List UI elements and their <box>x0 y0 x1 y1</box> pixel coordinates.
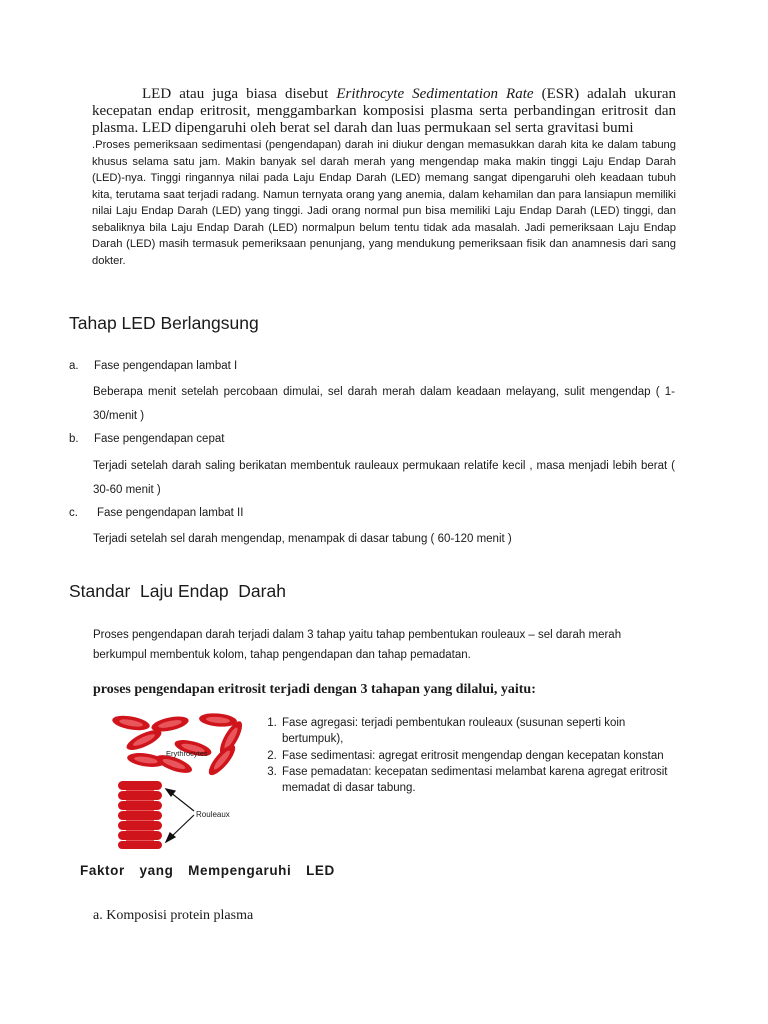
phase-item-sedimentasi: 2. Fase sedimentasi: agregat eritrosit mengendap dengan kecepatan konstan <box>280 748 676 764</box>
phases-list-container <box>256 715 676 796</box>
intro-text-b: (ESR) adalah ukuran kecepatan endap eritrosit, menggambarkan komposisi plasma serta perbandingan eritrosit dan plasma. LED dipengaruhi oleh berat sel darah dan luas permukaan sel serta gravitasi bumi <box>92 86 676 136</box>
standar-subheading: proses pengendapan eritrosit terjadi dengan 3 tahapan yang dilalui, yaitu: <box>93 682 536 697</box>
intro-paragraph-1 <box>92 86 676 137</box>
phases-list <box>256 715 676 796</box>
tahap-item-c-marker: c. <box>69 507 78 519</box>
intro-text-a: LED atau juga biasa disebut <box>142 86 337 102</box>
intro-paragraph-2: .Proses pemeriksaan sedimentasi (pengendapan) darah ini diukur dengan memasukkan darah kita ke dalam tabung khusus selama satu jam. Makin banyak sel darah merah yang mengendap maka makin tinggi Laju Endap Darah (LED)-nya. Tinggi ringannya nilai pada Laju Endap Darah (LED) memang sangat dipengaruhi oleh keadaan tubuh kita, terutama saat terjadi radang. Namun ternyata orang yang anemia, dalam kehamilan dan para lansiapun memiliki nilai Laju Endap Darah (LED) yang tinggi. Jadi orang normal pun bisa memiliki Laju Endap Darah (LED) tinggi, dan sebaliknya bila Laju Endap Darah (LED) normalpun belum tentu tidak ada masalah. Jadi pemeriksaan Laju Endap Darah (LED) masih termasuk pemeriksaan penunjang, yang mendukung pemeriksaan fisik dan anamnesis dari sang dokter. <box>92 139 676 267</box>
erythrocytes-rouleaux-figure <box>104 708 258 850</box>
standar-paragraph: Proses pengendapan darah terjadi dalam 3 tahap yaitu tahap pembentukan rouleaux – sel darah merah berkumpul membentuk kolom, tahap pengendapan dan tahap pemadatan. <box>93 629 622 661</box>
intro-section <box>92 86 676 269</box>
standar-heading: Standar Laju Endap Darah <box>69 581 286 601</box>
tahap-item-b-body: Terjadi setelah darah saling berikatan membentuk rauleaux permukaan relatife kecil , masa menjadi lebih berat ( 30-60 menit ) <box>93 460 675 496</box>
tahap-item-c-body: Terjadi setelah sel darah mengendap, menampak di dasar tabung ( 60-120 menit ) <box>93 533 512 545</box>
erythrocytes-label: Erythrocytes <box>166 749 208 758</box>
intro-term-esr: Erithrocyte Sedimentation Rate <box>336 86 534 102</box>
rouleaux-arrows <box>166 789 194 842</box>
faktor-heading: Faktor yang Mempengaruhi LED <box>80 863 335 878</box>
tahap-heading: Tahap LED Berlangsung <box>69 313 259 333</box>
tahap-item-b-marker: b. <box>69 433 79 445</box>
tahap-item-c-title: Fase pengendapan lambat II <box>97 507 244 519</box>
faktor-item-a: a. Komposisi protein plasma <box>93 908 254 923</box>
tahap-item-a-marker: a. <box>69 360 79 372</box>
phase-item-agregasi: 1. Fase agregasi: terjadi pembentukan rouleaux (susunan seperti koin bertumpuk), <box>280 715 676 748</box>
rouleaux-stack <box>118 781 162 849</box>
phase-item-pemadatan: 3. Fase pemadatan: kecepatan sedimentasi melambat karena agregat eritrosit memadat di dasar tabung. <box>280 764 676 797</box>
erythrocyte-cells <box>111 712 246 779</box>
tahap-item-a-body: Beberapa menit setelah percobaan dimulai, sel darah merah dalam keadaan melayang, sulit mengendap ( 1-30/menit ) <box>93 386 675 422</box>
tahap-item-a-title: Fase pengendapan lambat I <box>94 360 238 372</box>
rouleaux-label: Rouleaux <box>196 810 230 819</box>
tahap-item-b-title: Fase pengendapan cepat <box>94 433 225 445</box>
